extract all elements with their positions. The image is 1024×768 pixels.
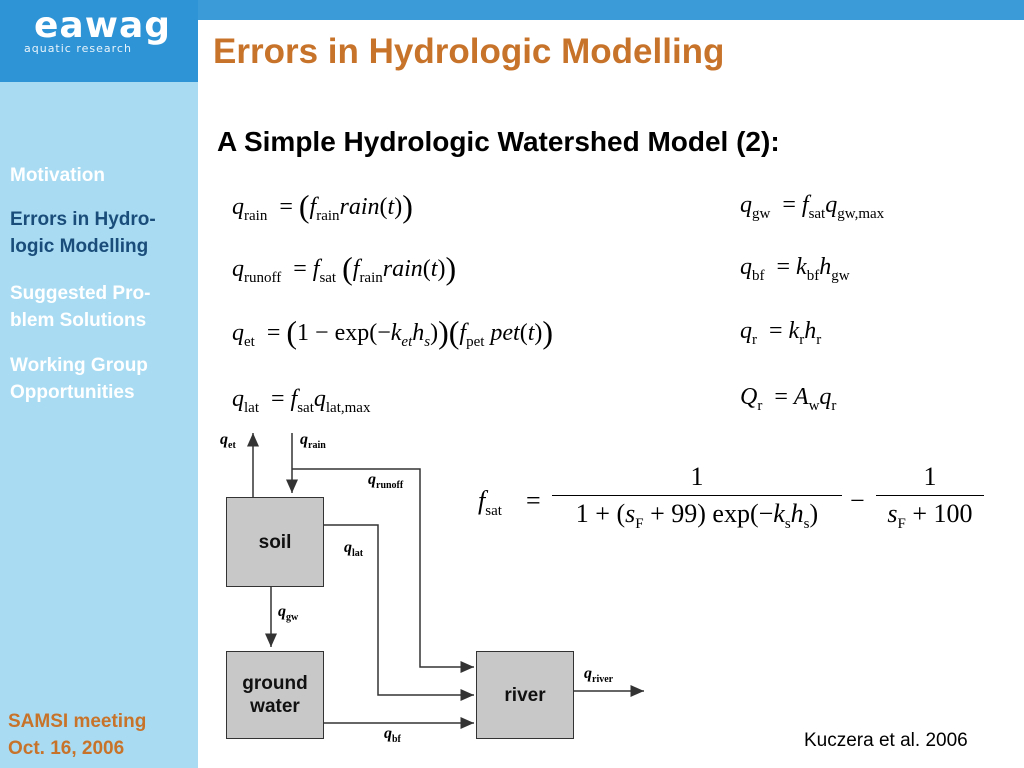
logo-subtitle: aquatic research bbox=[24, 42, 132, 55]
river-box: river bbox=[476, 651, 574, 739]
logo-wordmark: eawag bbox=[34, 5, 172, 46]
equation-q-lat: $q_{lat} = f_{sat}q_{lat,max}$ bbox=[232, 386, 371, 416]
citation: Kuczera et al. 2006 bbox=[804, 730, 968, 751]
equation-q-runoff: $q_{runoff} = f_{sat}$ $(f_{rain}rain(t))$ bbox=[232, 250, 457, 286]
slide-subtitle: A Simple Hydrologic Watershed Model (2): bbox=[217, 126, 780, 157]
soil-box: soil bbox=[226, 497, 324, 587]
equation-q-bf: $q_{bf} = k_{bf}h_{gw}$ bbox=[740, 254, 850, 284]
equation-q-gw: $q_{gw} = f_{sat}q_{gw,max}$ bbox=[740, 192, 885, 222]
label-q-bf: $q_{bf}$ bbox=[384, 725, 401, 745]
sidebar-item-working-group[interactable]: Working Group Opportunities bbox=[10, 355, 148, 403]
label-q-et: $q_{et}$ bbox=[220, 431, 236, 451]
label-q-gw: $q_{gw}$ bbox=[278, 603, 299, 623]
label-q-lat: $q_{lat}$ bbox=[344, 539, 364, 559]
equation-q-et: $q_{et} = (1 - \exp(-k_{et}h_s))(f_{pet}$ pet(t)) bbox=[232, 314, 554, 350]
ground-water-box: ground water bbox=[226, 651, 324, 739]
slide-title: Errors in Hydrologic Modelling bbox=[213, 32, 725, 71]
footer-meeting-name: SAMSI meeting bbox=[8, 711, 147, 732]
footer-date: Oct. 16, 2006 bbox=[8, 738, 125, 759]
eawag-logo bbox=[0, 0, 198, 82]
sidebar-item-solutions[interactable]: Suggested Pro-blem Solutions bbox=[10, 283, 151, 331]
label-q-runoff: $q_{runoff}$ bbox=[368, 471, 404, 491]
equation-q-r: $q_r = k_rh_r$ bbox=[740, 318, 822, 348]
label-q-rain: $q_{rain}$ bbox=[300, 431, 326, 451]
label-q-river: $q_{river}$ bbox=[584, 665, 614, 685]
equation-f-sat: $f_{sat}$ = 1 $1 + (s_F + 99)$ $\exp(-k_sh_s)$ − 1 $s_F + 100$ bbox=[478, 462, 988, 552]
sidebar-nav bbox=[0, 82, 198, 768]
sidebar-item-motivation[interactable]: Motivation bbox=[10, 165, 105, 186]
equation-Q-r: $Q_r = A_wq_r$ bbox=[740, 384, 837, 414]
sidebar-item-label: Errors in Hydro-logic Modelling bbox=[10, 209, 156, 257]
sidebar-item-errors[interactable] bbox=[10, 206, 190, 260]
watershed-diagram bbox=[218, 425, 658, 765]
equation-q-rain: $q_{rain}$ = $(f_{rain}rain(t))$ bbox=[232, 188, 413, 224]
meeting-footer bbox=[8, 708, 146, 762]
